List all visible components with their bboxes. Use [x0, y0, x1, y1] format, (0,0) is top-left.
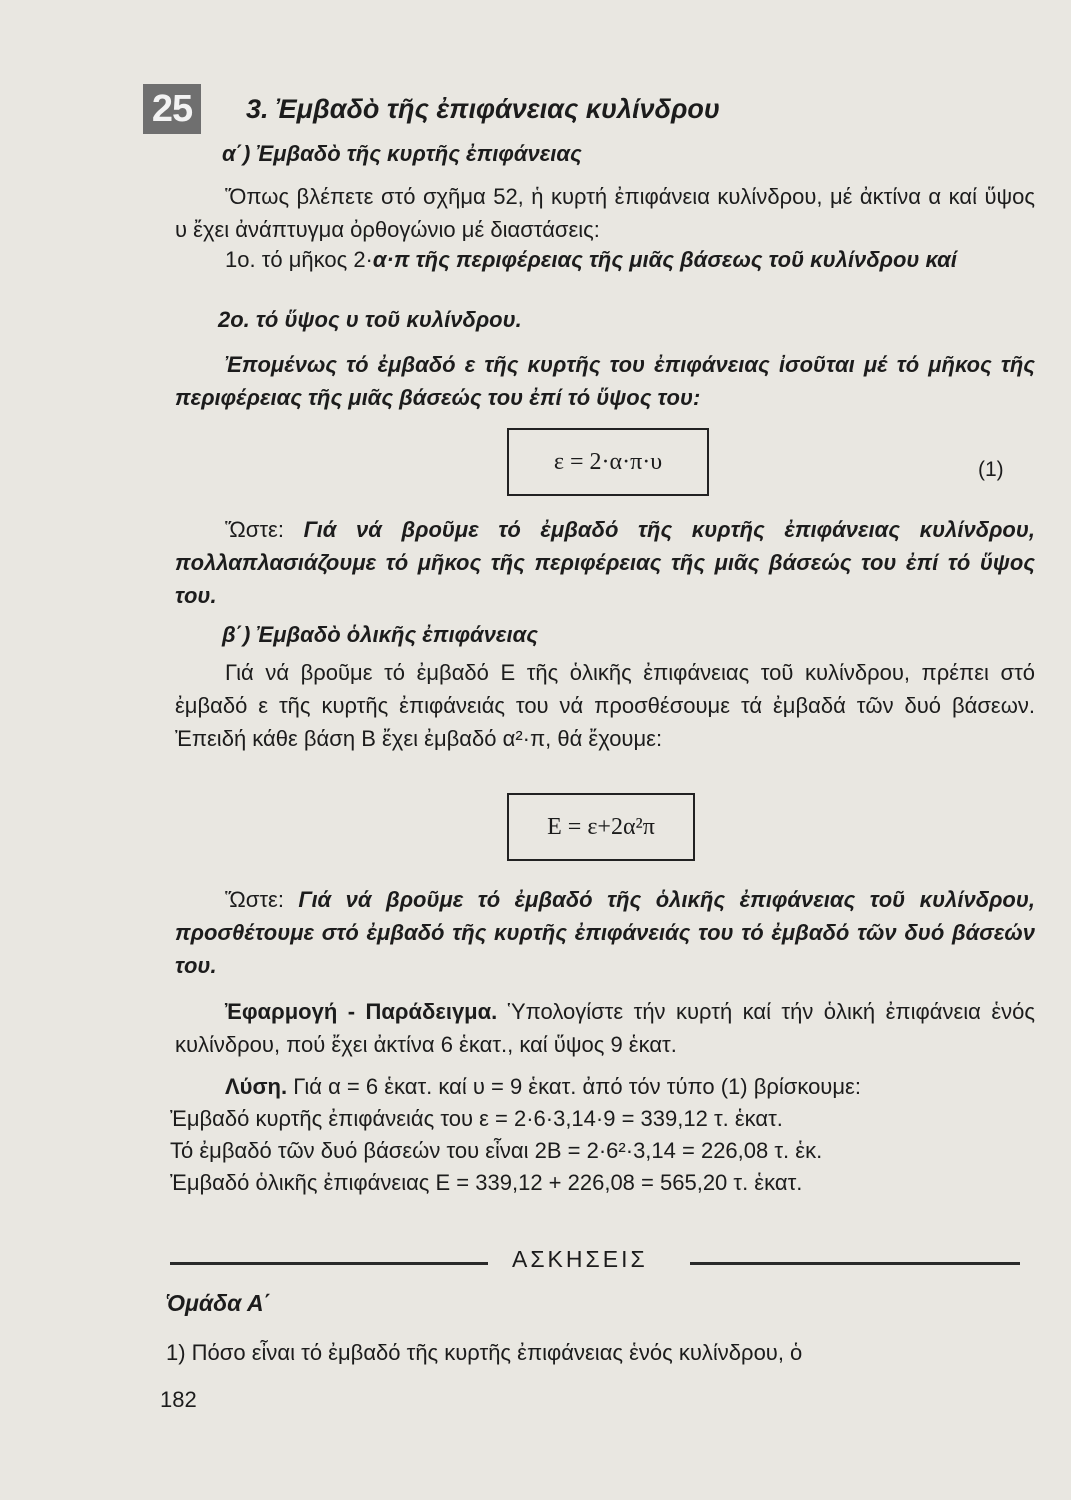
- solution-label: Λύση.: [225, 1074, 288, 1099]
- dimension-two: 2ο. τό ὕψος υ τοῦ κυλίνδρου.: [218, 307, 522, 332]
- exercises-rule-right: [690, 1262, 1020, 1265]
- page-number: 182: [160, 1387, 197, 1412]
- solution-line-1: Ἐμβαδό κυρτῆς ἐπιφάνειάς του ε = 2·6·3,14·9 = 339,12 τ. ἑκατ.: [170, 1106, 783, 1131]
- total-surface-conclusion: [175, 883, 1035, 982]
- curved-surface-intro: Ὅπως βλέπετε στό σχῆμα 52, ἡ κυρτή ἐπιφάνεια κυλίνδρου, μέ ἀκτίνα α καί ὕψος υ ἔχει ἀνάπτυγμα ὀρθογώνιο μέ διαστάσεις:: [175, 184, 1035, 242]
- section-title: 3. Ἐμβαδὸ τῆς ἐπιφάνειας κυλίνδρου: [246, 94, 720, 124]
- conclusion-lead: Ὥστε:: [225, 517, 304, 542]
- exercise-item-1: 1) Πόσο εἶναι τό ἐμβαδό τῆς κυρτῆς ἐπιφάνειας ἑνός κυλίνδρου, ὁ: [166, 1340, 803, 1365]
- dimension-one-emph: α·π τῆς περιφέρειας τῆς μιᾶς βάσεως τοῦ κυλίνδρου καί: [372, 247, 957, 272]
- total-area-formula: Ε = ε+2α²π: [507, 793, 695, 861]
- example-statement: [175, 995, 1035, 1061]
- curved-surface-statement: Ἐπομένως τό ἐμβαδό ε τῆς κυρτῆς του ἐπιφάνειας ἰσοῦται μέ τό μῆκος τῆς περιφέρειας τῆς μιᾶς βάσεώς του ἐπί τό ὕψος του:: [175, 352, 1035, 410]
- solution-intro: [225, 1072, 1035, 1102]
- exercises-rule-left: [170, 1262, 488, 1265]
- conclusion-emph: Γιά νά βροῦμε τό ἐμβαδό τῆς κυρτῆς ἐπιφάνειας κυλίνδρου, πολλαπλασιάζουμε τό μῆκος τῆς περιφέρειας τῆς μιᾶς βάσεώς του ἐπί τό ὕψος του.: [175, 517, 1035, 608]
- example-text: Ὑπολογίστε τήν κυρτή καί τήν ὁλική ἐπιφάνεια ἑνός κυλίνδρου, πού ἔχει ἀκτίνα 6 ἑκατ., καί ὕψος 9 ἑκατ.: [175, 999, 1035, 1057]
- dimension-one-plain: 1ο. τό μῆκος 2·: [225, 247, 373, 272]
- subsection-title-total-surface: β΄) Ἐμβαδὸ ὁλικῆς ἐπιφάνειας: [222, 622, 538, 647]
- chapter-badge: 25: [143, 84, 201, 134]
- solution-line-3: Ἐμβαδό ὁλικῆς ἐπιφάνειας Ε = 339,12 + 226,08 = 565,20 τ. ἑκατ.: [170, 1170, 803, 1195]
- total-conclusion-lead: Ὥστε:: [225, 887, 299, 912]
- exercise-group-title: Ὁμάδα Α΄: [166, 1290, 272, 1316]
- total-conclusion-emph: Γιά νά βροῦμε τό ἐμβαδό τῆς ὁλικῆς ἐπιφάνειας τοῦ κυλίνδρου, προσθέτουμε στό ἐμβαδό τῆς κυρτῆς ἐπιφάνειάς του τό ἐμβαδό τῶν δυό βάσεών του.: [175, 887, 1035, 978]
- exercises-heading: ΑΣΚΗΣΕΙΣ: [512, 1246, 648, 1272]
- total-surface-intro: Γιά νά βροῦμε τό ἐμβαδό Ε τῆς ὁλικῆς ἐπιφάνειας τοῦ κυλίνδρου, πρέπει στό ἐμβαδό ε τῆς κυρτῆς ἐπιφάνειάς του νά προσθέσουμε τά ἐμβαδά τῶν δυό βάσεων. Ἐπειδή κάθε βάση Β ἔχει ἐμβαδό α²·π, θά ἔχουμε:: [175, 660, 1035, 751]
- curved-surface-conclusion: [175, 513, 1035, 612]
- solution-line-2: Τό ἐμβαδό τῶν δυό βάσεών του εἶναι 2Β = 2·6²·3,14 = 226,08 τ. ἑκ.: [170, 1138, 823, 1163]
- solution-text: Γιά α = 6 ἑκατ. καί υ = 9 ἑκατ. ἀπό τόν τύπο (1) βρίσκουμε:: [287, 1074, 861, 1099]
- dimension-one: [225, 245, 1035, 275]
- example-label: Ἐφαρμογή - Παράδειγμα.: [225, 999, 498, 1024]
- subsection-title-curved-surface: α΄) Ἐμβαδὸ τῆς κυρτῆς ἐπιφάνειας: [222, 141, 582, 166]
- formula-number: (1): [978, 458, 1004, 481]
- curved-area-formula: ε = 2·α·π·υ: [507, 428, 709, 496]
